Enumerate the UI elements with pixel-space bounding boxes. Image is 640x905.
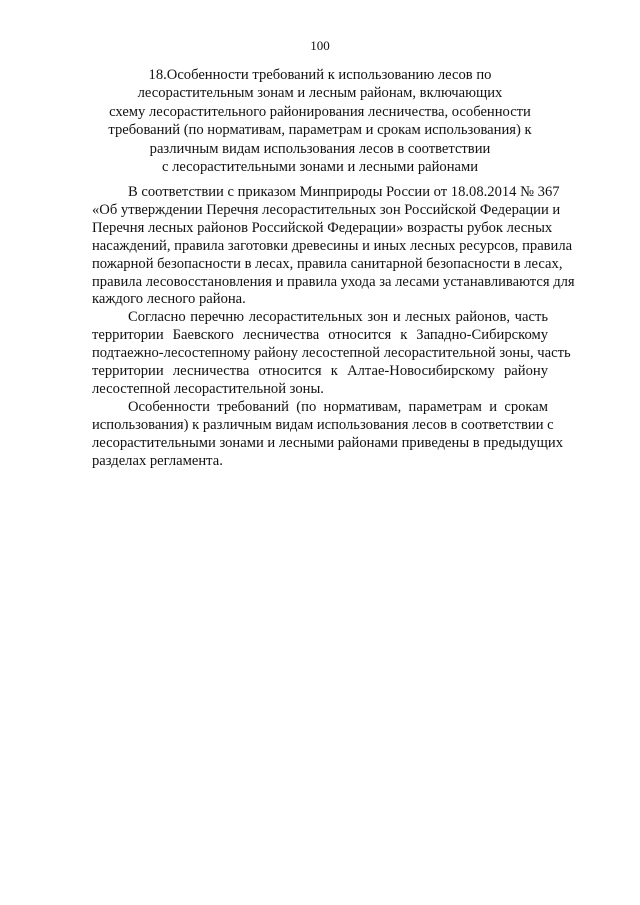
paragraph-line: Согласно перечню лесорастительных зон и лесных районов, часть [128,309,548,326]
paragraph-line: подтаежно-лесостепному району лесостепной лесорастительной зоны, часть [92,345,571,362]
paragraph-line: разделах регламента. [92,452,223,469]
page-number: 100 [310,38,330,53]
paragraph-line: использования) к различным видам использования лесов в соответствии с [92,416,554,433]
paragraph-line: территории Баевского лесничества относится к Западно-Сибирскому [92,327,548,344]
paragraph-line: Особенности требований (по нормативам, параметрам и срокам [128,398,548,415]
paragraph-line: Перечня лесных районов Российской Федерации» возрасты рубок лесных [92,219,553,236]
paragraph-requirements [92,398,564,471]
paragraph-line: лесорастительными зонами и лесными районами приведены в предыдущих [92,434,564,451]
paragraph-line: территории лесничества относится к Алтае-Новосибирскому району [92,363,548,380]
heading-line: 18.Особенности требований к использованию лесов по [148,67,492,83]
heading-line: схему лесорастительного районирования лесничества, особенности [109,103,531,120]
paragraph-line: В соответствии с приказом Минприроды России от 18.08.2014 № 367 [128,184,560,200]
heading-line: лесорастительным зонам и лесным районам, включающих [137,85,503,102]
section-heading [90,66,550,176]
paragraph-line: каждого лесного района. [92,291,246,308]
paragraph-line: насаждений, правила заготовки древесины и иных лесных ресурсов, правила [92,237,573,254]
paragraph-line: правила лесовосстановления и правила ухода за лесами устанавливаются для [92,273,575,290]
paragraph-line: лесостепной лесорастительной зоны. [92,380,324,397]
paragraph-line: «Об утверждении Перечня лесорастительных зон Российской Федерации и [92,201,561,218]
heading-line: с лесорастительными зонами и лесными районами [161,159,479,176]
paragraph-line: пожарной безопасности в лесах, правила санитарной безопасности в лесах, [92,255,563,272]
paragraph-zones [92,309,571,399]
paragraph-order-reference [92,184,575,309]
body-text [92,184,575,471]
heading-line: различным видам использования лесов в соответствии [149,140,491,157]
heading-line: требований (по нормативам, параметрам и срокам использования) к [108,122,532,139]
